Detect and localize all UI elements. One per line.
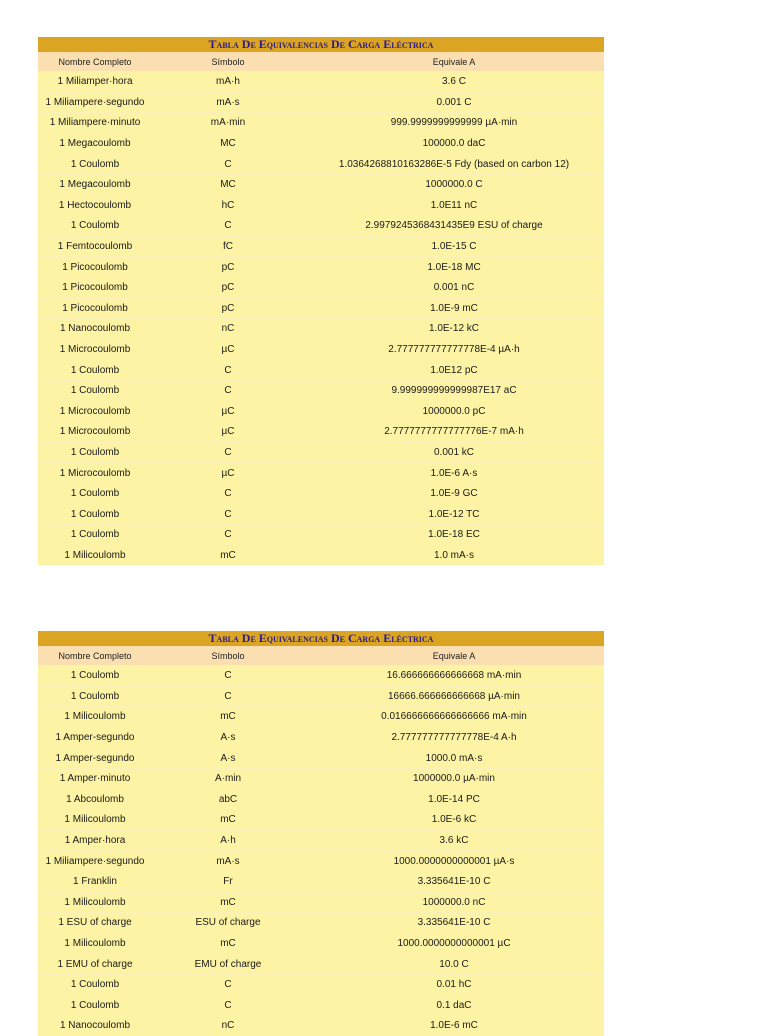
table-row: [38, 892, 604, 913]
cell-simbolo: mC: [152, 810, 304, 831]
cell-equivale: 9.999999999999987E17 aC: [304, 380, 604, 401]
cell-nombre: 1 Picocoulomb: [38, 298, 152, 319]
cell-equivale: 1000.0000000000001 µA·s: [304, 851, 604, 872]
cell-simbolo: mA·min: [152, 113, 304, 134]
cell-nombre: 1 Amper-segundo: [38, 727, 152, 748]
cell-equivale: 1.0E-12 kC: [304, 319, 604, 340]
cell-nombre: 1 Miliampere·minuto: [38, 113, 152, 134]
cell-equivale: 10.0 C: [304, 954, 604, 975]
cell-equivale: 1000000.0 pC: [304, 401, 604, 422]
cell-simbolo: mC: [152, 545, 304, 565]
cell-equivale: 1.0E-14 PC: [304, 789, 604, 810]
cell-nombre: 1 Femtocoulomb: [38, 236, 152, 257]
table-row: [38, 133, 604, 154]
cell-nombre: 1 Megacoulomb: [38, 133, 152, 154]
cell-simbolo: pC: [152, 298, 304, 319]
cell-simbolo: A·s: [152, 727, 304, 748]
table-header-row: [38, 52, 604, 72]
column-header-equivale: Equivale A: [304, 52, 604, 72]
cell-nombre: 1 Amper-segundo: [38, 748, 152, 769]
cell-equivale: 1.0E-18 MC: [304, 257, 604, 278]
table-row: [38, 851, 604, 872]
cell-simbolo: hC: [152, 195, 304, 216]
table-row: [38, 463, 604, 484]
cell-equivale: 16666.666666666668 µA·min: [304, 686, 604, 707]
cell-simbolo: µC: [152, 339, 304, 360]
table-row: [38, 195, 604, 216]
table-row: [38, 380, 604, 401]
cell-nombre: 1 Coulomb: [38, 483, 152, 504]
cell-equivale: 0.01 hC: [304, 974, 604, 995]
cell-nombre: 1 EMU of charge: [38, 954, 152, 975]
cell-nombre: 1 Milicoulomb: [38, 892, 152, 913]
table-row: [38, 277, 604, 298]
table-row: [38, 789, 604, 810]
cell-simbolo: A·s: [152, 748, 304, 769]
cell-nombre: 1 Abcoulomb: [38, 789, 152, 810]
cell-simbolo: C: [152, 525, 304, 546]
table-row: [38, 174, 604, 195]
table-title: Tabla De Equivalencias De Carga Eléctrica: [38, 631, 604, 646]
cell-nombre: 1 Amper·hora: [38, 830, 152, 851]
cell-nombre: 1 Coulomb: [38, 666, 152, 687]
table-row: [38, 666, 604, 687]
cell-nombre: 1 Nanocoulomb: [38, 1016, 152, 1036]
table-title-row: [38, 631, 604, 646]
table-row: [38, 360, 604, 381]
cell-equivale: 1.0E11 nC: [304, 195, 604, 216]
table-row: [38, 319, 604, 340]
cell-simbolo: C: [152, 442, 304, 463]
table-row: [38, 504, 604, 525]
cell-equivale: 3.335641E-10 C: [304, 913, 604, 934]
cell-simbolo: MC: [152, 133, 304, 154]
cell-equivale: 3.6 C: [304, 72, 604, 93]
table-row: [38, 810, 604, 831]
cell-equivale: 1000000.0 C: [304, 174, 604, 195]
cell-nombre: 1 Coulomb: [38, 686, 152, 707]
cell-nombre: 1 Microcoulomb: [38, 401, 152, 422]
cell-simbolo: mC: [152, 933, 304, 954]
cell-simbolo: nC: [152, 319, 304, 340]
cell-simbolo: C: [152, 483, 304, 504]
cell-simbolo: mA·s: [152, 92, 304, 113]
cell-nombre: 1 Coulomb: [38, 380, 152, 401]
table-row: [38, 727, 604, 748]
table-row: [38, 154, 604, 175]
cell-equivale: 1000.0000000000001 µC: [304, 933, 604, 954]
cell-nombre: 1 Coulomb: [38, 216, 152, 237]
cell-nombre: 1 Coulomb: [38, 525, 152, 546]
table-row: [38, 1016, 604, 1036]
cell-equivale: 1000.0 mA·s: [304, 748, 604, 769]
cell-nombre: 1 Microcoulomb: [38, 422, 152, 443]
cell-nombre: 1 Coulomb: [38, 995, 152, 1016]
table-row: [38, 92, 604, 113]
cell-simbolo: mC: [152, 892, 304, 913]
cell-equivale: 1.0E-6 A·s: [304, 463, 604, 484]
cell-nombre: 1 Miliamper·hora: [38, 72, 152, 93]
table-row: [38, 933, 604, 954]
cell-simbolo: MC: [152, 174, 304, 195]
cell-nombre: 1 Microcoulomb: [38, 463, 152, 484]
cell-equivale: 2.7777777777777776E-7 mA·h: [304, 422, 604, 443]
cell-equivale: 3.6 kC: [304, 830, 604, 851]
cell-equivale: 1.0E-6 kC: [304, 810, 604, 831]
cell-simbolo: C: [152, 360, 304, 381]
cell-equivale: 0.1 daC: [304, 995, 604, 1016]
cell-simbolo: A·min: [152, 768, 304, 789]
column-header-nombre: Nombre Completo: [38, 646, 152, 666]
table-row: [38, 768, 604, 789]
table-row: [38, 257, 604, 278]
cell-nombre: 1 Milicoulomb: [38, 933, 152, 954]
cell-equivale: 0.016666666666666666 mA·min: [304, 707, 604, 728]
cell-simbolo: C: [152, 974, 304, 995]
cell-nombre: 1 Milicoulomb: [38, 545, 152, 565]
cell-nombre: 1 Miliampere·segundo: [38, 92, 152, 113]
cell-nombre: 1 Coulomb: [38, 154, 152, 175]
cell-simbolo: A·h: [152, 830, 304, 851]
table-row: [38, 995, 604, 1016]
table-row: [38, 442, 604, 463]
table-body: [38, 666, 604, 1036]
cell-simbolo: µC: [152, 422, 304, 443]
cell-simbolo: C: [152, 666, 304, 687]
cell-equivale: 0.001 C: [304, 92, 604, 113]
table-title-row: [38, 37, 604, 52]
table-row: [38, 339, 604, 360]
cell-equivale: 16.666666666666668 mA·min: [304, 666, 604, 687]
cell-simbolo: mA·h: [152, 72, 304, 93]
table-body: [38, 72, 604, 566]
column-header-nombre: Nombre Completo: [38, 52, 152, 72]
equivalence-table-1: [38, 37, 604, 565]
cell-nombre: 1 Picocoulomb: [38, 277, 152, 298]
cell-simbolo: EMU of charge: [152, 954, 304, 975]
table-row: [38, 871, 604, 892]
table-row: [38, 707, 604, 728]
cell-equivale: 1.0E-6 mC: [304, 1016, 604, 1036]
cell-simbolo: mC: [152, 707, 304, 728]
cell-simbolo: µC: [152, 401, 304, 422]
cell-equivale: 1.0 mA·s: [304, 545, 604, 565]
cell-simbolo: nC: [152, 1016, 304, 1036]
table-row: [38, 113, 604, 134]
cell-equivale: 100000.0 daC: [304, 133, 604, 154]
cell-equivale: 3.335641E-10 C: [304, 871, 604, 892]
cell-equivale: 2.777777777777778E-4 µA·h: [304, 339, 604, 360]
table-row: [38, 236, 604, 257]
table-row: [38, 686, 604, 707]
table-title: Tabla De Equivalencias De Carga Eléctrica: [38, 37, 604, 52]
cell-nombre: 1 Coulomb: [38, 442, 152, 463]
cell-nombre: 1 Coulomb: [38, 974, 152, 995]
cell-equivale: 999.9999999999999 µA·min: [304, 113, 604, 134]
cell-equivale: 2.777777777777778E-4 A·h: [304, 727, 604, 748]
cell-simbolo: fC: [152, 236, 304, 257]
cell-equivale: 0.001 nC: [304, 277, 604, 298]
cell-simbolo: pC: [152, 277, 304, 298]
cell-nombre: 1 Coulomb: [38, 360, 152, 381]
cell-simbolo: C: [152, 995, 304, 1016]
cell-nombre: 1 Amper·minuto: [38, 768, 152, 789]
cell-equivale: 1.0E-9 GC: [304, 483, 604, 504]
cell-simbolo: mA·s: [152, 851, 304, 872]
table-row: [38, 401, 604, 422]
cell-simbolo: C: [152, 504, 304, 525]
cell-nombre: 1 Microcoulomb: [38, 339, 152, 360]
cell-nombre: 1 Nanocoulomb: [38, 319, 152, 340]
cell-equivale: 1.0E-12 TC: [304, 504, 604, 525]
cell-equivale: 1.0E-18 EC: [304, 525, 604, 546]
cell-equivale: 2.9979245368431435E9 ESU of charge: [304, 216, 604, 237]
column-header-equivale: Equivale A: [304, 646, 604, 666]
table-row: [38, 748, 604, 769]
cell-simbolo: ESU of charge: [152, 913, 304, 934]
cell-nombre: 1 Franklin: [38, 871, 152, 892]
table-row: [38, 72, 604, 93]
table-row: [38, 483, 604, 504]
cell-simbolo: pC: [152, 257, 304, 278]
table-header-row: [38, 646, 604, 666]
table-row: [38, 545, 604, 565]
table-row: [38, 298, 604, 319]
cell-equivale: 1.0E-9 mC: [304, 298, 604, 319]
cell-equivale: 1.0E12 pC: [304, 360, 604, 381]
cell-equivale: 1000000.0 µA·min: [304, 768, 604, 789]
table-row: [38, 974, 604, 995]
cell-nombre: 1 Milicoulomb: [38, 707, 152, 728]
cell-equivale: 1.0364268810163286E-5 Fdy (based on carbon 12): [304, 154, 604, 175]
cell-simbolo: abC: [152, 789, 304, 810]
cell-simbolo: C: [152, 686, 304, 707]
table-row: [38, 954, 604, 975]
table-row: [38, 525, 604, 546]
cell-nombre: 1 Miliampere·segundo: [38, 851, 152, 872]
table-row: [38, 216, 604, 237]
equivalence-table-2: [38, 631, 604, 1036]
table-row: [38, 422, 604, 443]
cell-nombre: 1 Megacoulomb: [38, 174, 152, 195]
table-row: [38, 830, 604, 851]
cell-nombre: 1 Milicoulomb: [38, 810, 152, 831]
cell-simbolo: Fr: [152, 871, 304, 892]
column-header-simbolo: Símbolo: [152, 646, 304, 666]
table-row: [38, 913, 604, 934]
cell-nombre: 1 Hectocoulomb: [38, 195, 152, 216]
cell-equivale: 1000000.0 nC: [304, 892, 604, 913]
cell-nombre: 1 ESU of charge: [38, 913, 152, 934]
cell-simbolo: µC: [152, 463, 304, 484]
cell-simbolo: C: [152, 380, 304, 401]
cell-nombre: 1 Picocoulomb: [38, 257, 152, 278]
cell-nombre: 1 Coulomb: [38, 504, 152, 525]
column-header-simbolo: Símbolo: [152, 52, 304, 72]
cell-equivale: 1.0E-15 C: [304, 236, 604, 257]
cell-simbolo: C: [152, 216, 304, 237]
cell-equivale: 0.001 kC: [304, 442, 604, 463]
cell-simbolo: C: [152, 154, 304, 175]
